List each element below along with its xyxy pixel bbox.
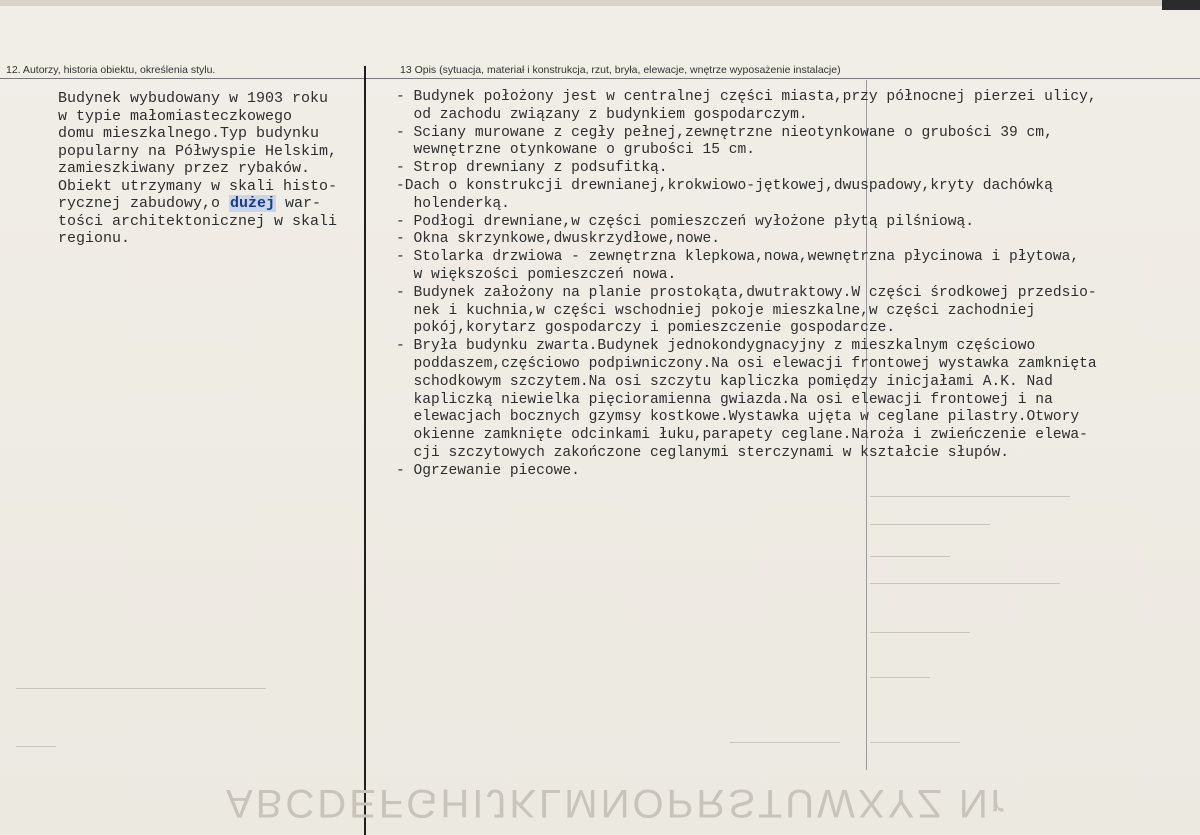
- ghost-rule: [730, 742, 840, 743]
- s12-line-highlight: [58, 195, 363, 213]
- section-13-text: [396, 89, 1196, 481]
- ghost-rule: [16, 688, 266, 689]
- s12-line: Budynek wybudowany w 1903 roku: [58, 90, 329, 107]
- s13-line: - Budynek położony jest w centralnej części miasta,przy północnej pierzei ulicy,: [396, 89, 1097, 105]
- top-edge: [0, 0, 1200, 6]
- s12-line: Obiekt utrzymany w skali histo-: [58, 177, 338, 195]
- s13-line: poddaszem,częściowo podpiwniczony.Na osi elewacji frontowej wystawka zamknięta: [396, 355, 1097, 372]
- s13-line: - Stolarka drzwiowa - zewnętrzna klepkowa,nowa,wewnętrzna płycinowa i płytowa,: [396, 249, 1080, 266]
- s13-line: holenderką.: [396, 195, 510, 212]
- s13-line: wewnętrzne otynkowane o grubości 15 cm.: [396, 142, 756, 159]
- corner-mark: [1162, 0, 1200, 10]
- s12-line-end: war-: [276, 195, 322, 212]
- section-13-header: 13 Opis (sytuacja, materiał i konstrukcja, rzut, bryła, elewacje, wnętrze wyposażenie instalacje): [400, 64, 841, 76]
- s13-line: pokój,korytarz gospodarczy i pomieszczenie gospodarcze.: [396, 320, 896, 337]
- ghost-rule: [870, 583, 1060, 584]
- ghost-rule: [16, 746, 56, 747]
- ghost-rule: [870, 632, 970, 633]
- s13-line: - Sciany murowane z cegły pełnej,zewnętrzne nieotynkowane o grubości 39 cm,: [396, 124, 1053, 141]
- s12-line: zamieszkiwany przez rybaków.: [58, 160, 311, 177]
- s13-line: kapliczką niewielka pięcioramienna gwiazda.Na osi elewacji frontowej i na: [396, 391, 1053, 408]
- s13-line: elewacjach bocznych gzymsy kostkowe.Wystawka ujęta w ceglane pilastry.Otwory: [396, 409, 1080, 426]
- s13-line: schodkowym szczytem.Na osi szczytu kapliczka pomiędzy inicjałami A.K. Nad: [396, 373, 1053, 390]
- ghost-rule: [870, 742, 960, 743]
- ghost-rule: [870, 496, 1070, 497]
- ghost-rule: [870, 556, 950, 557]
- s13-line: - Budynek założony na planie prostokąta,dwutraktowy.W części środkowej przedsio-: [396, 284, 1097, 301]
- s12-line: tości architektonicznej w skali: [58, 212, 338, 230]
- s12-line: regionu.: [58, 230, 131, 247]
- s13-line: - Ogrzewanie piecowe.: [396, 462, 580, 479]
- bleed-through-alphabet: ABCDEFGHIJKLMNOPRSTUWXYZ Nr: [226, 781, 1008, 825]
- s13-line: - Okna skrzynkowe,dwuskrzydłowe,nowe.: [396, 231, 721, 248]
- s13-line: w większości pomieszczeń nowa.: [396, 266, 677, 283]
- s13-line: -Dach o konstrukcji drewnianej,krokwiowo-jętkowej,dwuspadowy,kryty dachówką: [396, 177, 1053, 194]
- s13-line: - Strop drewniany z podsufitką.: [396, 160, 668, 177]
- s12-line: w typie małomiasteczkowego: [58, 107, 293, 125]
- ghost-rule: [870, 524, 990, 525]
- s12-line-start: rycznej zabudowy,o: [58, 195, 230, 212]
- section-12-header: 12. Autorzy, historia obiektu, określenia stylu.: [6, 64, 216, 76]
- ghost-rule: [870, 677, 930, 678]
- s13-line: okienne zamknięte odcinkami łuku,parapety ceglane.Naroża i zwieńczenie elewa-: [396, 427, 1088, 444]
- s13-line: - Podłogi drewniane,w części pomieszczeń wyłożone płytą pilśniową.: [396, 213, 975, 230]
- s13-line: cji szczytowych zakończone ceglanymi sterczynami w kształcie słupów.: [396, 444, 1010, 461]
- highlighted-word: dużej: [230, 195, 276, 212]
- s13-line: od zachodu związany z budynkiem gospodarczym.: [396, 106, 808, 123]
- s12-line: popularny na Półwyspie Helskim,: [58, 142, 338, 160]
- section-12-text: [58, 90, 363, 248]
- column-divider: [364, 66, 366, 835]
- s13-line: - Bryła budynku zwarta.Budynek jednokondygnacyjny z mieszkalnym częściowo: [396, 338, 1036, 355]
- s13-line: nek i kuchnia,w części wschodniej pokoje mieszkalne,w części zachodniej: [396, 302, 1036, 319]
- header-divider: [0, 78, 1200, 79]
- s12-line: domu mieszkalnego.Typ budynku: [58, 125, 320, 142]
